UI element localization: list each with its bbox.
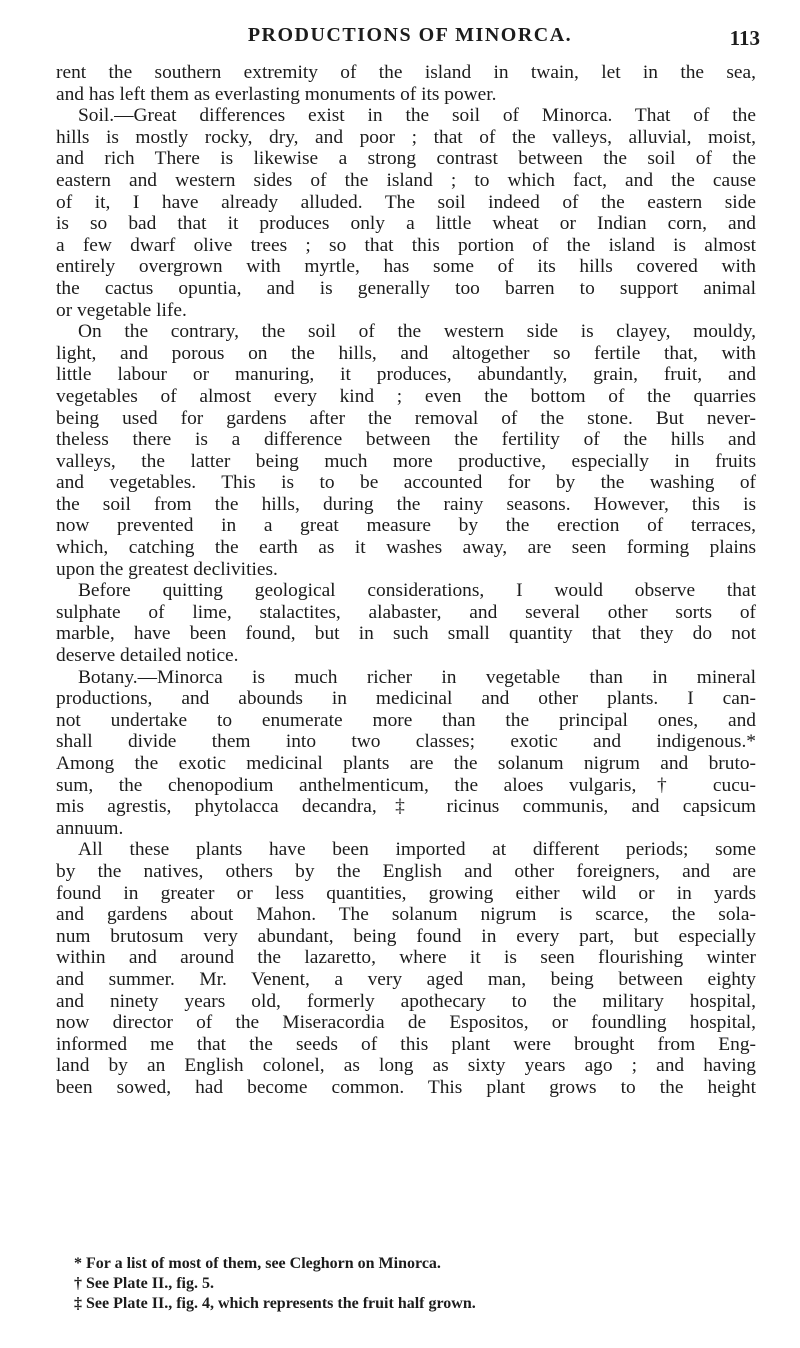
text-line: annuum. (56, 817, 124, 839)
text-line: upon the greatest declivities. (56, 558, 278, 580)
text-line: mis agrestis, phytolacca decandra,‡ ricinus communis, and capsicum (56, 796, 756, 818)
text-line: a few dwarf olive trees ; so that this portion of the island is almost (56, 234, 756, 256)
text-line: eastern and western sides of the island ; to which fact, and the cause (56, 169, 756, 191)
text-line: and has left them as everlasting monuments of its power. (56, 83, 497, 105)
text-line: the cactus opuntia, and is generally too barren to support animal (56, 277, 756, 299)
footnote: ‡ See Plate II., fig. 4, which represents the fruit half grown. (74, 1295, 476, 1312)
text-line: entirely overgrown with myrtle, has some of its hills covered with (56, 256, 756, 278)
text-line: hills is mostly rocky, dry, and poor ; that of the valleys, alluvial, moist, (56, 126, 756, 148)
text-line: vegetables of almost every kind ; even the bottom of the quarries (56, 385, 756, 407)
text-line: and summer. Mr. Venent, a very aged man, being between eighty (56, 968, 756, 990)
running-title: PRODUCTIONS OF MINORCA. (247, 24, 573, 46)
text-line: not undertake to enumerate more than the principal ones, and (56, 709, 756, 731)
text-line: sum, the chenopodium anthelmenticum, the aloes vulgaris,† cucu- (56, 774, 756, 796)
text-line: Botany.—Minorca is much richer in vegetable than in mineral (78, 666, 756, 688)
text-line: valleys, the latter being much more productive, especially in fruits (56, 450, 756, 472)
body-text (56, 62, 756, 1099)
text-line: and ninety years old, formerly apothecary to the military hospital, (56, 990, 756, 1012)
text-line: theless there is a difference between the fertility of the hills and (56, 429, 756, 451)
text-line: is so bad that it produces only a little wheat or Indian corn, and (56, 213, 756, 235)
text-line: and rich There is likewise a strong contrast between the soil of the (56, 148, 756, 170)
text-line: and gardens about Mahon. The solanum nigrum is scarce, the sola- (56, 904, 756, 926)
text-line: the soil from the hills, during the rainy seasons. However, this is (56, 493, 756, 515)
text-line: sulphate of lime, stalactites, alabaster, and several other sorts of (56, 601, 756, 623)
text-line: by the natives, others by the English and other foreigners, and are (56, 860, 756, 882)
text-line: of it, I have already alluded. The soil indeed of the eastern side (56, 191, 756, 213)
text-line: now prevented in a great measure by the erection of terraces, (56, 515, 756, 537)
text-line: being used for gardens after the removal of the stone. But never- (56, 407, 756, 429)
text-line: been sowed, had become common. This plant grows to the height (56, 1076, 756, 1098)
text-line: shall divide them into two classes; exotic and indigenous.* (56, 731, 756, 753)
text-line: productions, and abounds in medicinal and other plants. I can- (56, 688, 756, 710)
text-line: within and around the lazaretto, where it is seen flourishing winter (56, 947, 756, 969)
text-line: marble, have been found, but in such small quantity that they do not (56, 623, 756, 645)
text-line: light, and porous on the hills, and altogether so fertile that, with (56, 342, 756, 364)
text-line: Among the exotic medicinal plants are the solanum nigrum and bruto- (56, 753, 756, 774)
text-line: little labour or manuring, it produces, abundantly, grain, fruit, and (56, 364, 756, 386)
text-line: On the contrary, the soil of the western side is clayey, mouldy, (78, 321, 756, 343)
footnotes (56, 1254, 756, 1314)
text-line: deserve detailed notice. (56, 645, 239, 667)
text-line: found in greater or less quantities, growing either wild or in yards (56, 882, 756, 904)
text-line: land by an English colonel, as long as sixty years ago ; and having (56, 1055, 756, 1077)
page-number: 113 (729, 26, 760, 50)
text-line: or vegetable life. (56, 299, 187, 321)
text-line: and vegetables. This is to be accounted for by the washing of (56, 472, 756, 494)
text-line: rent the southern extremity of the island in twain, let in the sea, (56, 62, 756, 83)
footnote: * For a list of most of them, see Cleghorn on Minorca. (74, 1255, 441, 1272)
text-line: Soil.—Great differences exist in the soil of Minorca. That of the (78, 105, 756, 127)
text-line: which, catching the earth as it washes away, are seen forming plains (56, 537, 756, 559)
text-line: Before quitting geological considerations, I would observe that (78, 580, 756, 602)
text-line: num brutosum very abundant, being found in every part, but especially (56, 925, 756, 947)
text-line: informed me that the seeds of this plant were brought from Eng- (56, 1033, 756, 1055)
text-line: All these plants have been imported at different periods; some (78, 839, 756, 861)
page-header (60, 24, 760, 56)
text-line: now director of the Miseracordia de Espositos, or foundling hospital, (56, 1012, 756, 1034)
footnote: † See Plate II., fig. 5. (74, 1275, 214, 1292)
